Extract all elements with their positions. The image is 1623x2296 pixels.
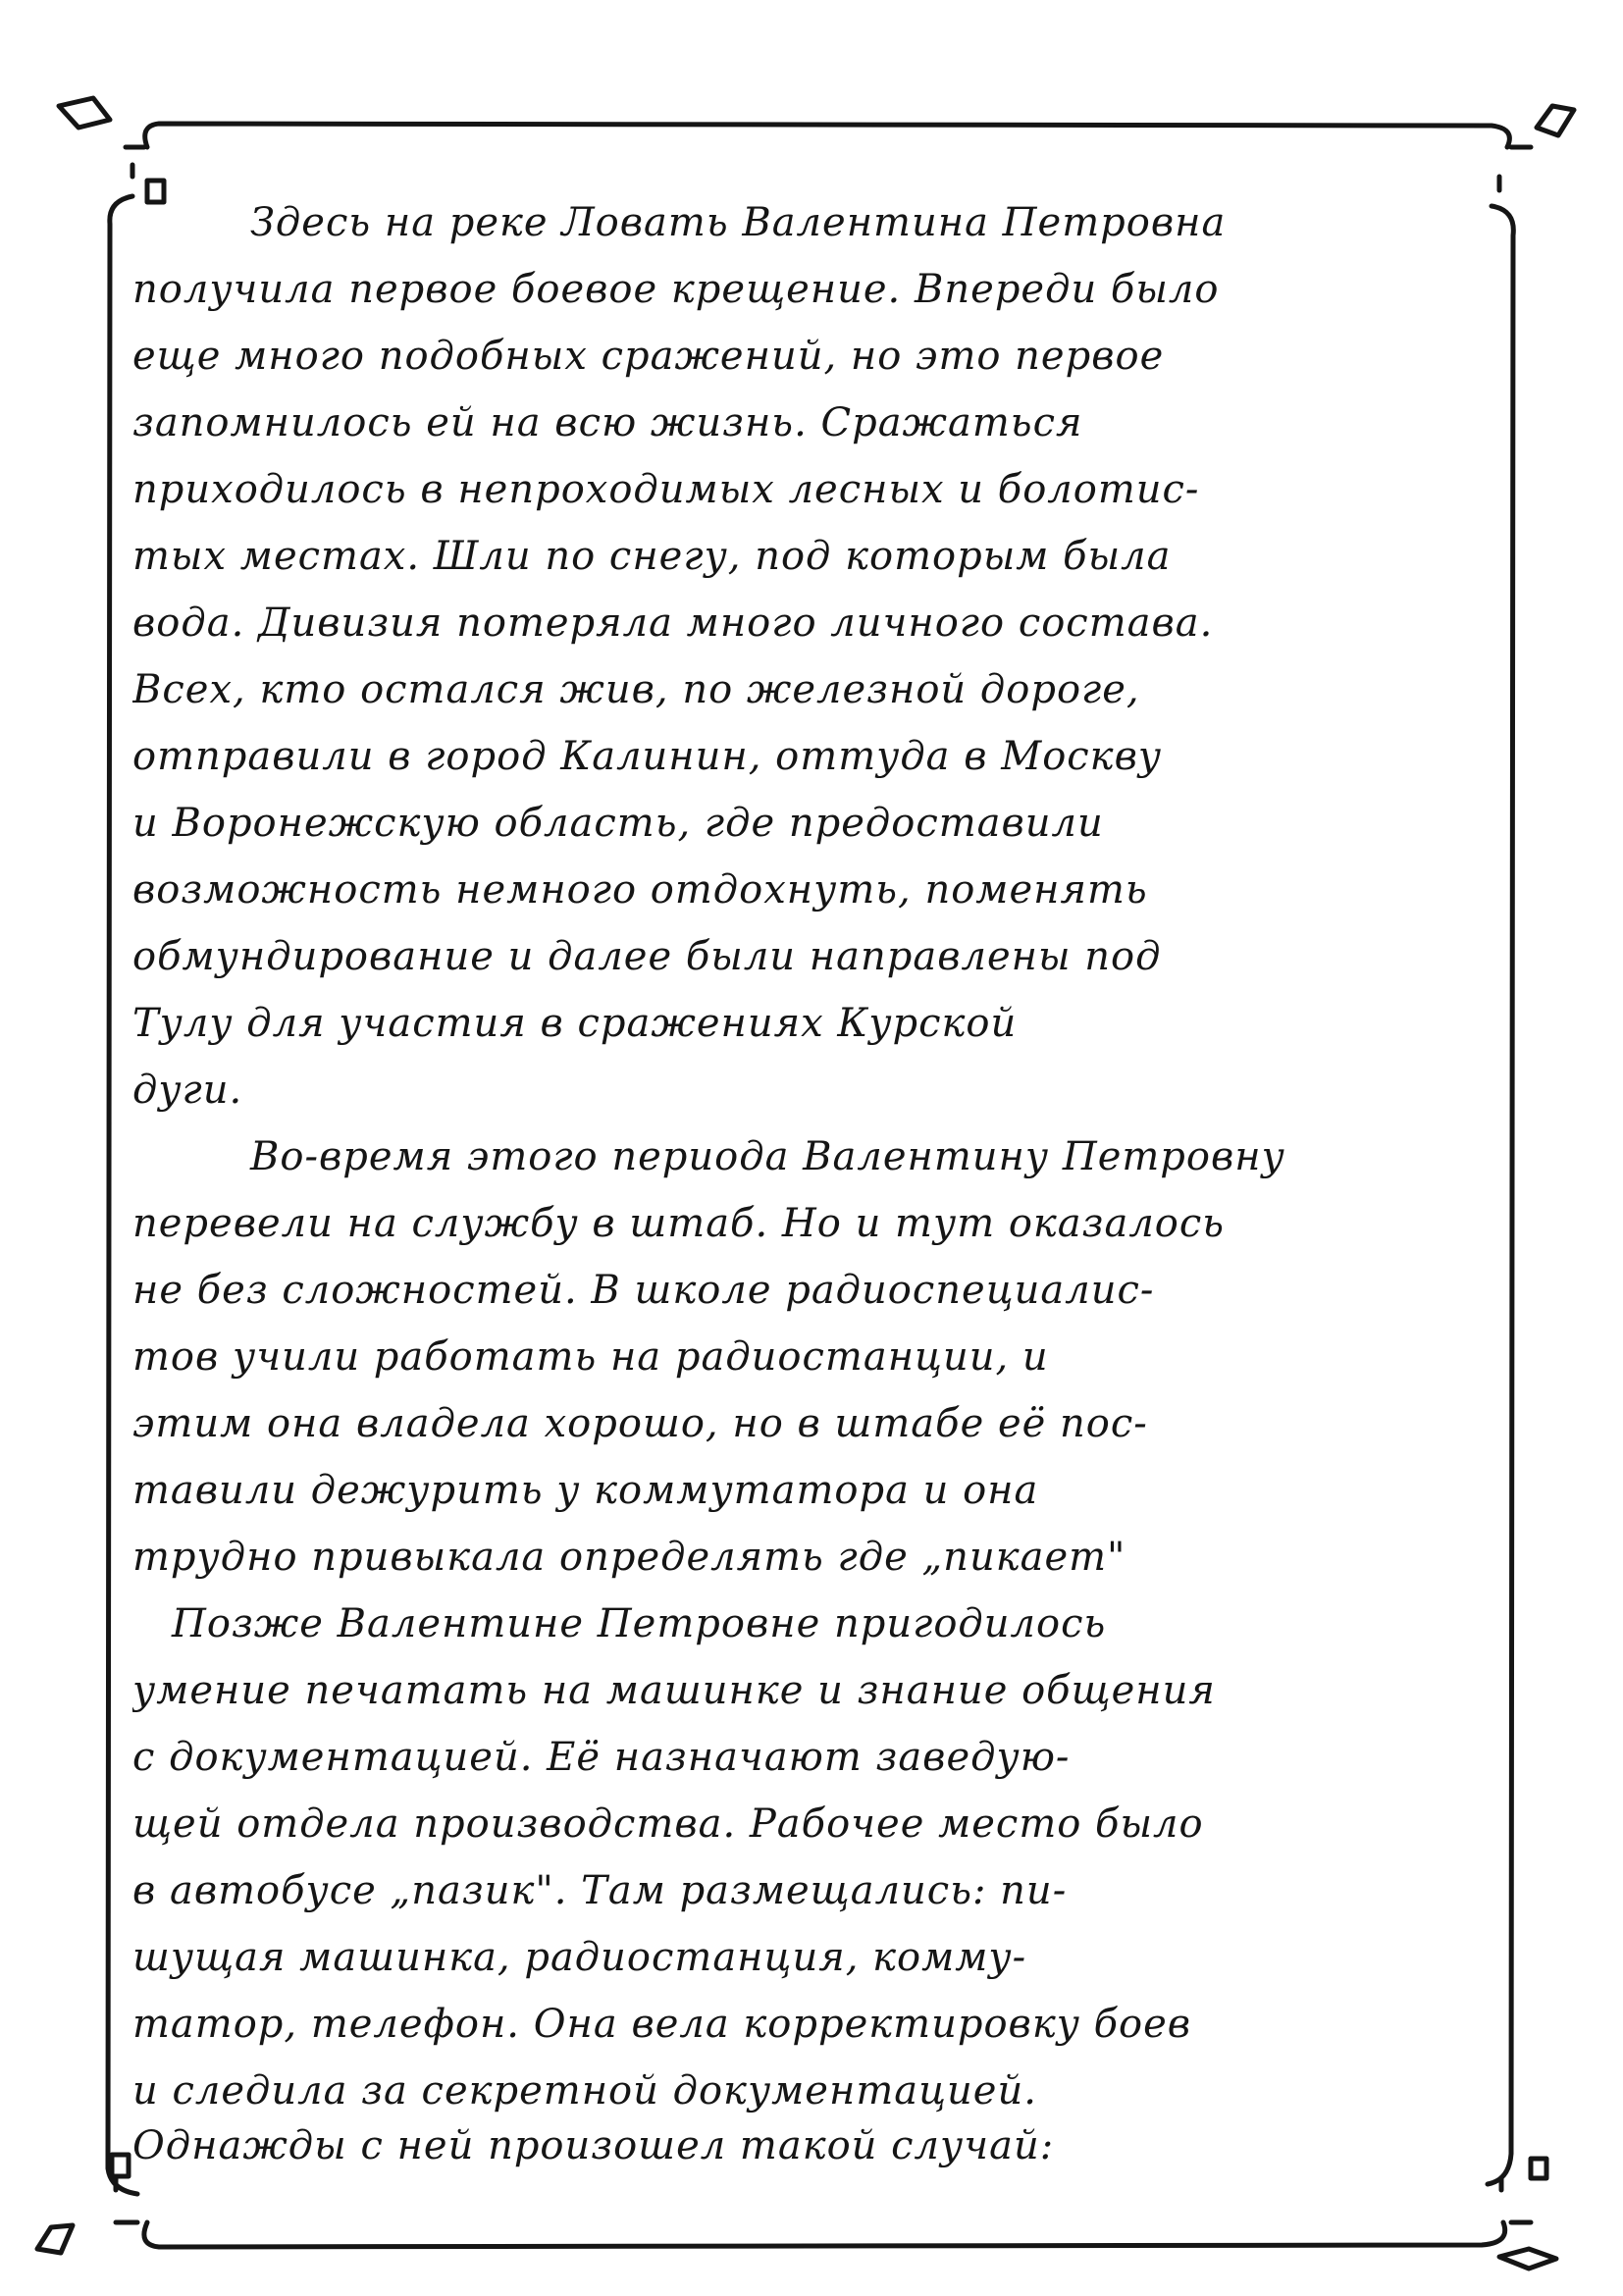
text-line: Однажды с ней произошел такой случай: <box>132 2123 1055 2168</box>
text-line: шущая машинка, радиостанция, комму- <box>132 1935 1027 1980</box>
text-line: отправили в город Калинин, оттуда в Москву <box>132 734 1163 779</box>
text-line: умение печатать на машинке и знание общения <box>132 1668 1216 1713</box>
text-line: вода. Дивизия потеряла много личного состава. <box>132 600 1214 646</box>
text-line: Во-время этого периода Валентину Петровну <box>250 1134 1285 1179</box>
text-line: возможность немного отдохнуть, поменять <box>132 867 1148 913</box>
text-line: дуги. <box>132 1068 243 1113</box>
text-line: и следила за секретной документацией. <box>132 2068 1037 2113</box>
text-line: с документацией. Её назначают заведую- <box>132 1735 1071 1780</box>
text-line: Всех, кто остался жив, по железной дороге, <box>132 667 1140 712</box>
text-line: трудно привыкала определять где „пикает" <box>132 1535 1126 1580</box>
text-line: щей отдела производства. Рабочее место было <box>132 1801 1204 1847</box>
text-line: татор, телефон. Она вела корректировку боев <box>132 2002 1192 2047</box>
text-line: не без сложностей. В школе радиоспециалис- <box>132 1268 1155 1313</box>
text-line: тов учили работать на радиостанции, и <box>132 1334 1049 1380</box>
text-line: тых местах. Шли по снегу, под которым была <box>132 534 1172 579</box>
text-line: обмундирование и далее были направлены под <box>132 934 1162 979</box>
text-line: Позже Валентине Петровне пригодилось <box>172 1601 1107 1646</box>
text-line: запомнилось ей на всю жизнь. Сражаться <box>132 400 1083 445</box>
text-line: в автобусе „пазик". Там размещались: пи- <box>132 1868 1068 1913</box>
text-line: Здесь на реке Ловать Валентина Петровна <box>250 200 1227 245</box>
text-line: тавили дежурить у коммутатора и она <box>132 1468 1039 1513</box>
text-line: приходилось в непроходимых лесных и болотис- <box>132 467 1200 512</box>
text-line: и Воронежскую область, где предоставили <box>132 801 1104 846</box>
text-line: перевели на службу в штаб. Но и тут оказалось <box>132 1201 1226 1246</box>
text-line: Тулу для участия в сражениях Курской <box>132 1001 1018 1046</box>
handwritten-text-block <box>132 186 1496 2178</box>
text-line: еще много подобных сражений, но это первое <box>132 334 1165 379</box>
text-line: получила первое боевое крещение. Впереди было <box>132 267 1220 312</box>
text-line: этим она владела хорошо, но в штабе её пос- <box>132 1401 1148 1446</box>
